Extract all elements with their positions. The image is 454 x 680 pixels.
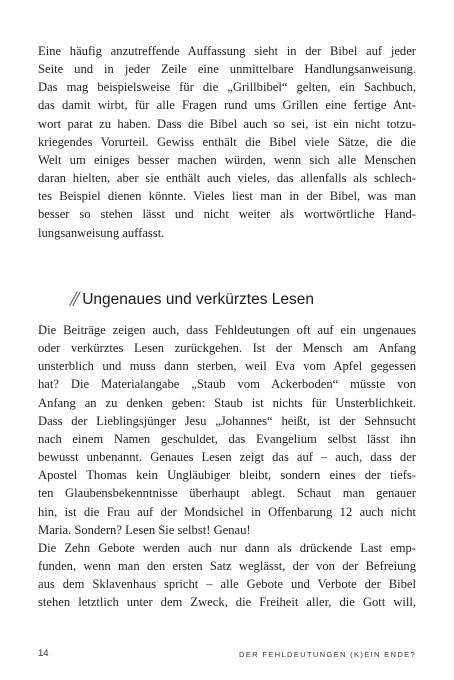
text-line: das damit wirbt, für alle Fragen rund ums Grillen eine fertige Ant- (38, 98, 416, 113)
section-heading (70, 284, 314, 310)
text-line: Dass der Lieblingsjünger Jesu „Johannes“ heißt, ist der Sehnsucht (38, 413, 416, 428)
text-line: Die Beiträge zeigen auch, dass Fehldeutungen oft auf ein ungenaues (38, 323, 416, 337)
paragraph-intro (38, 42, 416, 242)
text-line: Apostel Thomas kein Ungläubiger bleibt, sondern eines der tiefs- (38, 468, 416, 483)
text-line: kriegendes Vorurteil. Gewiss enthält die Bibel viele Sätze, die die (38, 134, 416, 149)
text-line: hat? Die Materialangabe „Staub vom Ackerboden“ müsste von (38, 377, 416, 392)
paragraph-commandments (38, 539, 416, 612)
text-line: ten Glaubensbekenntnisse überhaupt ablegt. Schaut man genauer (38, 486, 416, 501)
text-line: unsterblich und muss dann sterben, weil Eva vom Apfel gegessen (38, 359, 416, 374)
heading-text: Ungenaues und verkürztes Lesen (82, 291, 315, 308)
text-line: Anfang an zu denken geben: Staub ist nichts für Unsterblichkeit. (38, 395, 416, 410)
text-line: wort parat zu haben. Dass die Bibel auch so sei, ist ein nicht totzu- (38, 116, 416, 131)
text-line: Seite und in jeder Zeile eine unmittelbare Handlungsanweisung. (38, 62, 416, 77)
text-line: Eine häufig anzutreffende Auffassung sieht in der Bibel auf jeder (38, 44, 416, 58)
text-line: lungsanweisung auffasst. (38, 225, 165, 240)
text-line: oder verkürztes Lesen zurückgehen. Ist der Mensch am Anfang (38, 341, 416, 356)
text-line: Welt um einiges besser machen würden, wenn sich alle Menschen (38, 152, 416, 167)
text-line: daran hielten, aber sie enthält auch vieles, das allenfalls als schlech- (38, 171, 416, 186)
text-line: funden, wenn man den ersten Satz weglässt, der von der Befreiung (38, 559, 416, 574)
text-line: nach einem Namen geschuldet, das Evangelium selbst lässt ihn (38, 431, 416, 446)
paragraph-reading (38, 321, 416, 539)
text-line: Maria. Sondern? Lesen Sie selbst! Genau! (38, 522, 251, 537)
text-line: Die Zehn Gebote werden auch nur dann als drückende Last emp- (38, 541, 416, 555)
page-number: 14 (38, 648, 49, 659)
text-line: stehen letztlich unter dem Zweck, die Freiheit aller, die Gott will, (38, 595, 416, 610)
text-line: tes Beispiel dienen könnte. Vieles liest man in der Bibel, was man (38, 189, 416, 204)
text-line: aus dem Sklavenhaus spricht – alle Gebote und Verbote der Bibel (38, 577, 416, 592)
running-title: DER FEHLDEUTUNGEN (K)EIN ENDE? (239, 650, 416, 659)
text-line: Das mag beispielsweise für die „Grillbibel“ gelten, ein Sachbuch, (38, 80, 416, 95)
heading-marker: // (70, 286, 77, 311)
text-line: bewusst unbenannt. Genaues Lesen zeigt das auf – auch, dass der (38, 450, 416, 465)
text-line: besser so stehen lässt und nicht weiter als wortwörtliche Hand- (38, 207, 416, 222)
text-line: hin, ist die Frau auf der Mondsichel in Offenbarung 12 auch nicht (38, 504, 416, 519)
